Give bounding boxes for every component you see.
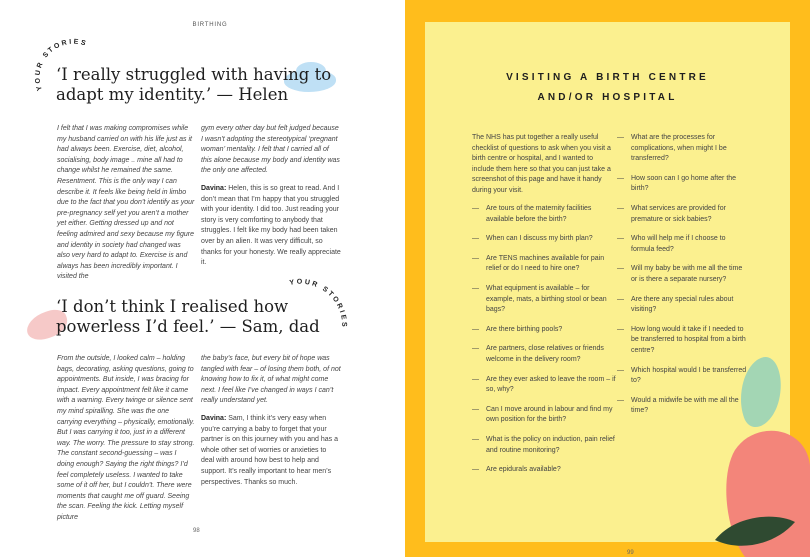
- question-item: — Are partners, close relatives or friends welcome in the delivery room?: [472, 344, 617, 365]
- reply-text: Sam, I think it’s very easy when you’re carrying a baby to forget that your partner is on this journey with you and has a whole other set of worries or anxieties to deal with around how best to help and support. It’s really important to hear men’s perspectives. Thanks so much.: [201, 414, 338, 486]
- reply-speaker: Davina:: [201, 414, 227, 422]
- story1-text-continued: gym every other day but felt judged because I wasn’t adopting the stereotypical ‘pregnant woman’ mentality. I felt that I carried all of this alone because my body and identity was the only one affected.: [201, 125, 340, 175]
- svg-text:YOUR STORIES: YOUR STORIES: [289, 278, 348, 329]
- question-item: — Are they ever asked to leave the room – if so, why?: [472, 375, 617, 396]
- question-item: — What is the policy on induction, pain relief and routine monitoring?: [472, 435, 617, 456]
- green-leaf: [741, 357, 781, 427]
- panel-title-line-2: AND/OR HOSPITAL: [537, 92, 678, 103]
- question-list-left: [472, 204, 617, 485]
- question-item: — How long would it take if I needed to be transferred to hospital from a birth centre?: [617, 325, 749, 357]
- right-page: [405, 0, 810, 557]
- question-item: — Are there birthing pools?: [472, 325, 617, 336]
- story1-reply: [201, 184, 341, 269]
- question-item: — Can I move around in labour and find my own position for the birth?: [472, 405, 617, 426]
- story2-column-1: [57, 354, 195, 531]
- question-item: — Would a midwife be with me all the time?: [617, 396, 749, 417]
- question-item: — Are there any special rules about visiting?: [617, 295, 749, 316]
- story1-text: I felt that I was making compromises while my husband carried on with his life just as it had always been. Exercise, diet, alcohol, socialising, body image .. mine all had to change whilst he remained the same. Resentment. This is the only way I can describe it. It feels like being held in limbo due to the fact that you don’t identify as your pre-pregnancy self yet you aren’t a mother yet either. Getting dressed up and not feeling admired and sexy because my figure and identity in society had changed was also very hard to adapt to. Exercise is and always has been incredibly important. I visited the: [57, 125, 195, 281]
- reply-text: Helen, this is so great to read. And I don’t mean that I’m happy that you struggled with your identity. I did too. Just reading your story is very comforting to anybody that struggles. I felt like my body had been taken over by an alien. It was very difficult, so thanks for your honesty. We really appreciate it.: [201, 184, 341, 267]
- svg-text:YOUR STORIES: YOUR STORIES: [34, 38, 89, 92]
- question-item: — When can I discuss my birth plan?: [472, 234, 617, 245]
- page-number-right: 99: [627, 550, 634, 556]
- question-item: — Which hospital would I be transferred to?: [617, 366, 749, 387]
- question-item: — Are tours of the maternity facilities available before the birth?: [472, 204, 617, 225]
- story2-heading: ‘I don’t think I realised how powerless I’d feel.’ — Sam, dad: [56, 297, 320, 336]
- question-item: — How soon can I go home after the birth?: [617, 174, 749, 195]
- story2-reply: [201, 414, 341, 488]
- decorative-leaves: [705, 340, 810, 557]
- page-number-left: 98: [193, 528, 200, 534]
- question-item: — Who will help me if I choose to formula feed?: [617, 234, 749, 255]
- story2-column-2: [201, 354, 341, 495]
- story2-text: From the outside, I looked calm – holding bags, decorating, asking questions, going to appointments. But inside, I was bracing for impact. Every appointment felt like it came with a warning. Every twinge or silence sent my mind spiralling. She was the one carrying everything – physically, emotionally. But I was carrying it too, just in a different way. The worry. The pressure to stay strong. The constant second-guessing – was I doing enough? Saying the right things? I’d feel completely useless. I wanted to take some of it off her, but I couldn’t. There were moments that caught me off guard. Seeing the scan. Feeling the kick. Letting myself picture: [57, 355, 195, 521]
- question-item: — Are epidurals available?: [472, 465, 617, 476]
- question-item: — Are TENS machines available for pain relief or do I need to hire one?: [472, 254, 617, 275]
- panel-title-line-1: VISITING A BIRTH CENTRE: [506, 72, 709, 83]
- panel-intro: The NHS has put together a really useful checklist of questions to ask when you visit a birth centre or hospital, and I wanted to include them here so that you can just take a screenshot of this page and have it handy during your visit.: [472, 134, 611, 194]
- story1-column-2: [201, 124, 341, 276]
- reply-speaker: Davina:: [201, 184, 227, 192]
- story1-heading: ‘I really struggled with having to adapt my identity.’ — Helen: [56, 65, 332, 104]
- panel-title: [425, 68, 790, 108]
- running-head: BIRTHING: [192, 22, 228, 28]
- story1-column-1: [57, 124, 195, 290]
- story2-text-continued: the baby’s face, but every bit of hope was tangled with fear – of losing them both, of not knowing how to fix it, of what might come next. I feel like I’ve changed in ways I can’t really understand yet.: [201, 355, 341, 405]
- question-item: — What services are provided for premature or sick babies?: [617, 204, 749, 225]
- question-item: — What equipment is available – for example, mats, a birthing stool or bean bags?: [472, 284, 617, 316]
- question-item: — Will my baby be with me all the time or is there a separate nursery?: [617, 264, 749, 285]
- question-item: — What are the processes for complications, when might I be transferred?: [617, 133, 749, 165]
